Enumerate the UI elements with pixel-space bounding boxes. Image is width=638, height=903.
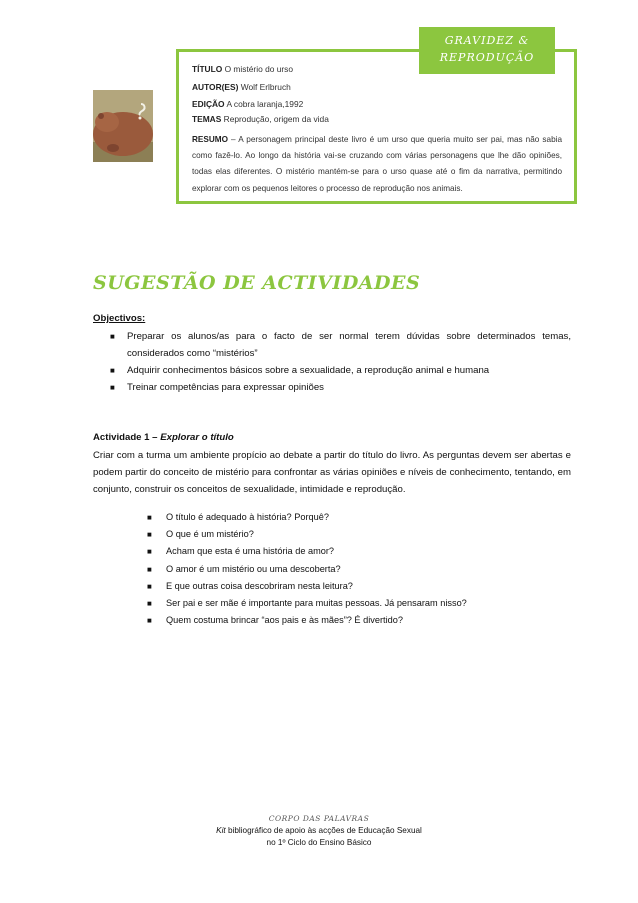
square-bullet-icon: ■ (147, 547, 152, 557)
title-value: O mistério do urso (224, 64, 293, 74)
objective-text: Preparar os alunos/as para o facto de ser normal terem dúvidas sobre determinados temas, considerados como “mistérios” (127, 331, 571, 359)
list-item (93, 362, 571, 379)
question-text: O que é um mistério? (166, 529, 254, 540)
questions-list (145, 509, 467, 629)
square-bullet-icon: ■ (147, 513, 152, 522)
square-bullet-icon: ■ (147, 599, 152, 609)
edition-value: A cobra laranja,1992 (226, 99, 304, 109)
list-item (145, 526, 467, 543)
objective-text: Treinar competências para expressar opiniões (127, 382, 324, 393)
list-item (145, 578, 467, 595)
question-text: Ser pai e ser mãe é importante para muitas pessoas. Já pensaram nisso? (166, 598, 467, 609)
list-item (93, 379, 571, 396)
square-bullet-icon: ■ (110, 366, 115, 375)
title-label: TÍTULO (192, 64, 223, 74)
square-bullet-icon: ■ (147, 530, 152, 540)
list-item (93, 328, 571, 362)
bear-illustration-icon (93, 90, 153, 162)
themes-value: Reprodução, origem da vida (223, 114, 329, 124)
category-tag (419, 27, 555, 74)
question-text: O título é adequado à história? Porquê? (166, 512, 329, 522)
list-item (145, 612, 467, 629)
list-item (145, 595, 467, 612)
objective-text: Adquirir conhecimentos básicos sobre a sexualidade, a reprodução animal e humana (127, 365, 490, 376)
section-title: SUGESTÃO DE ACTIVIDADES (93, 272, 421, 294)
footer-line-2: no 1º Ciclo do Ensino Básico (266, 837, 372, 847)
square-bullet-icon: ■ (110, 332, 115, 341)
book-author-line (192, 82, 291, 92)
book-title-line (192, 64, 293, 74)
summary-label: RESUMO (192, 135, 228, 144)
footer-brand: CORPO DAS PALAVRAS (268, 814, 370, 823)
question-text: E que outras coisa descobriram nesta leitura? (166, 580, 353, 591)
question-text: O amor é um mistério ou uma descoberta? (166, 563, 341, 574)
activity-subtitle: Explorar o título (160, 432, 234, 443)
activity-label: Actividade 1 – (93, 432, 158, 443)
edition-label: EDIÇÃO (192, 99, 225, 109)
objectives-list (93, 328, 571, 396)
question-text: Acham que esta é uma história de amor? (166, 546, 335, 557)
activity-description: Criar com a turma um ambiente propício ao debate a partir do título do livro. As perguntas devem ser abertas e podem partir do conceito de mistério para confrontar as várias opiniões e níveis de conhecimento, tentando, em conjunto, construir os conceitos de sexualidade, intimidade e reprodução. (93, 450, 571, 495)
themes-label: TEMAS (192, 114, 222, 124)
square-bullet-icon: ■ (147, 616, 152, 626)
summary-text: – A personagem principal deste livro é um urso que queria muito ser pai, mas não sabia como fazê-lo. Ao longo da história vai-se cruzando com várias personagens que lhe dão opiniões, todas elas diferentes. O mistério mantém-se para o urso quase até o fim da narrativa, permitindo explorar com os pequenos leitores o processo de reprodução nos animais. (192, 135, 562, 193)
square-bullet-icon: ■ (147, 564, 152, 574)
list-item (145, 561, 467, 578)
page-footer (0, 813, 638, 848)
square-bullet-icon: ■ (147, 581, 152, 591)
question-text: Quem costuma brincar “aos pais e às mães”? É divertido? (166, 615, 403, 626)
category-tag-line1: GRAVIDEZ & (444, 34, 530, 47)
list-item (145, 543, 467, 560)
square-bullet-icon: ■ (110, 383, 115, 392)
book-edition-line (192, 99, 303, 109)
activity-heading (93, 432, 234, 443)
list-item (145, 509, 467, 526)
footer-line-1 (0, 825, 638, 837)
footer-kit-word: Kit (216, 826, 226, 835)
book-cover-illustration (93, 90, 153, 162)
author-label: AUTOR(ES) (192, 82, 239, 92)
book-summary (192, 132, 562, 197)
author-value: Wolf Erlbruch (240, 82, 291, 92)
category-tag-line2: REPRODUÇÃO (439, 51, 535, 64)
book-themes-line (192, 114, 329, 124)
footer-line-1-text: bibliográfico de apoio às acções de Educação Sexual (225, 826, 422, 835)
objectives-heading: Objectivos: (93, 313, 146, 324)
